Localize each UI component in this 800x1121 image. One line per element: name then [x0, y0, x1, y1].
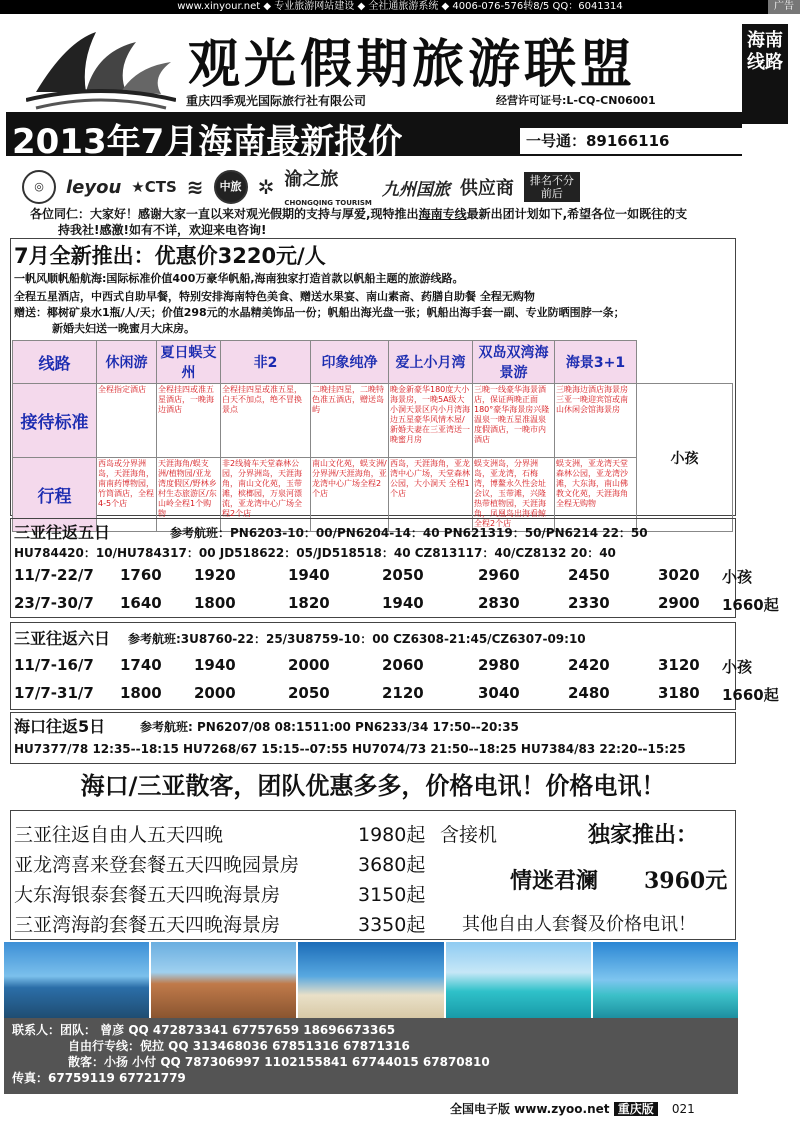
- price-cell: 2000: [288, 656, 330, 674]
- price-cell: 1640: [120, 594, 162, 612]
- headline-title: 2013年7月海南最新报价: [12, 122, 403, 162]
- promo-line-1: 一帆风顺帆船航海:国际标准价值400万豪华帆船,海南独家打造首款以帆船主题的旅游线路。: [14, 272, 464, 285]
- route-col-2: 夏日蜈支州: [157, 341, 221, 384]
- sanya-6day-price-row: [14, 684, 779, 705]
- license-number: 经营许可证号:L-CQ-CN06001: [496, 94, 656, 107]
- route-col-5: 爱上小月湾: [389, 341, 473, 384]
- reception-cell: 全程指定酒店: [97, 384, 157, 458]
- price-cell: 2420: [568, 656, 610, 674]
- top-bar: [0, 0, 800, 14]
- haikou-5day-title: 海口往返5日: [14, 717, 106, 736]
- hotline: 一号通：89166116: [526, 132, 670, 150]
- promo-line-4: 新婚夫妇送一晚蜜月大床房。: [52, 322, 195, 335]
- reception-cell: 全程挂四或准五星酒店，一晚海边酒店: [157, 384, 221, 458]
- kid-price: 小孩: [722, 658, 753, 676]
- route-header-spacer: [637, 341, 733, 384]
- footer-edition: 全国电子版 www.zyoo.net: [450, 1102, 610, 1116]
- contact-line-3: 散客：小扬 小付 QQ 787306997 1102155841 67744015 67870810: [68, 1055, 490, 1069]
- rock-photo: [151, 942, 296, 1018]
- kid-price: 1660起: [722, 686, 779, 704]
- price-cell: 1940: [382, 594, 424, 612]
- side-tab: 海南线路: [742, 24, 788, 124]
- sanya-5day-flight-2: HU784420：10/HU784317：00 JD518622：05/JD518518：40 CZ813117：40/CZ8132 20：40: [14, 546, 616, 560]
- itinerary-cell: 西岛或分界洲岛，天涯海角，南南药博物园，竹筒酒店，全程4-5个店: [97, 458, 157, 532]
- route-col-4: 印象纯净: [311, 341, 389, 384]
- price-cell: 3120: [658, 656, 700, 674]
- partner-logo-leyou: leyou: [66, 176, 122, 198]
- price-cell: 2060: [382, 656, 424, 674]
- partner-logos: [22, 166, 742, 208]
- itinerary-cell: 天涯海角/蜈支洲/植物园/亚龙湾度假区/野林乡村生态旅游区/东山岭全程1个购物: [157, 458, 221, 532]
- price-cell: 2050: [288, 684, 330, 702]
- footer: [450, 1100, 695, 1117]
- reception-cell: 二晚挂四星，二晚特色准五酒店，赠送岛屿: [311, 384, 389, 458]
- partner-logo-yuzhilv: [284, 165, 372, 209]
- kid-price: 1660起: [722, 596, 779, 614]
- price-cell: 1940: [288, 566, 330, 584]
- contacts-box: [4, 1018, 738, 1094]
- greeting-text-line2: 持我社!感激!如有不详，欢迎来电咨询!: [58, 223, 267, 237]
- greeting: [30, 206, 742, 238]
- reception-label: 接待标准: [13, 384, 97, 458]
- package-price: 3150起: [358, 884, 426, 906]
- route-table: [12, 340, 733, 532]
- price-cell: 3020: [658, 566, 700, 584]
- promo-title: 7月全新推出：优惠价3220元/人: [14, 244, 326, 268]
- haikou-flight-1: 参考航班: PN6207/08 08:1511:00 PN6233/34 17:50--20:35: [140, 720, 519, 734]
- route-col-3: 非2: [221, 341, 311, 384]
- partner-logo-zhonglv: 中旅: [214, 170, 248, 204]
- package-price: 1980起: [358, 824, 426, 846]
- water-villa-photo: [446, 942, 591, 1018]
- sanya-6day-flight-1: 参考航班:3U8760-22：25/3U8759-10：00 CZ6308-21:45/CZ6307-09:10: [128, 632, 586, 646]
- palm-beach-photo: [298, 942, 443, 1018]
- itinerary-cell: 蜈支洲，亚龙湾天堂森林公园，亚龙湾沙滩，大东海，南山佛教文化苑，天涯海角全程无购物: [555, 458, 637, 532]
- date-range: 11/7-22/7: [14, 566, 94, 584]
- route-col-7: 海景3+1: [555, 341, 637, 384]
- date-range: 17/7-31/7: [14, 684, 94, 702]
- price-cell: 2960: [478, 566, 520, 584]
- beach-photo: [4, 942, 149, 1018]
- sanya-5day-price-row: [14, 566, 752, 587]
- package-price: 3350起: [358, 914, 426, 936]
- price-cell: 2450: [568, 566, 610, 584]
- chongqing-tourism-label: CHONGQING TOURISM: [284, 199, 372, 207]
- special-price: 3960元: [644, 868, 728, 894]
- package-name: 大东海银泰套餐五天四晚海景房: [14, 884, 281, 906]
- price-cell: 2330: [568, 594, 610, 612]
- itinerary-cell: 南山文化苑，蜈支洲/分界洲/天涯海角，亚龙湾中心广场全程2个店: [311, 458, 389, 532]
- greeting-text-cont: 最新出团计划如下,希望各位一如既往的支: [466, 207, 688, 221]
- route-table-header: [13, 341, 733, 384]
- flower-icon: ✲: [257, 175, 275, 199]
- kid-label: 小孩: [637, 384, 733, 532]
- route-header-label: 线路: [13, 341, 97, 384]
- itinerary-cell: 西岛，天涯海角，亚龙湾中心广场，天堂森林公园，大小洞天 全程1个店: [389, 458, 473, 532]
- partner-logo-jiuzhou: 九州国旅: [381, 179, 450, 200]
- price-cell: 2980: [478, 656, 520, 674]
- special-name: 情迷君澜: [510, 868, 599, 894]
- brand-logo: [26, 22, 176, 112]
- price-cell: 2050: [382, 566, 424, 584]
- promo-line-3: 赠送：椰树矿泉水1瓶/人/天；价值298元的水晶精美饰品一份；帆船出海光盘一张；帆船出海手套一副、专业防晒围脖一条；: [14, 306, 625, 319]
- route-col-6: 双岛双湾海景游: [473, 341, 555, 384]
- haikou-flight-2: HU7377/78 12:35--18:15 HU7268/67 15:15--07:55 HU7074/73 21:50--18:25 HU7384/83 22:20--15:25: [14, 742, 686, 756]
- rank-badge: 排名不分前后: [524, 172, 580, 202]
- wave-icon: ≋: [186, 175, 204, 199]
- route-col-1: 休闲游: [97, 341, 157, 384]
- footer-city: 重庆版: [614, 1102, 658, 1116]
- other-packages-note: 其他自由人套餐及价格电讯！: [462, 914, 696, 935]
- sanya-5day-price-row: [14, 594, 779, 615]
- package-name: 三亚往返自由人五天四晚: [14, 824, 224, 846]
- partner-logo-cts: ★CTS: [131, 178, 177, 196]
- reception-cell: 三晚海边酒店海景房三亚一晚迎宾馆或南山休闲会馆海景房: [555, 384, 637, 458]
- price-cell: 2900: [658, 594, 700, 612]
- price-cell: 3180: [658, 684, 700, 702]
- itinerary-cell: 非2线骑车天堂森林公园，分界洲岛，天涯海角，南山文化苑，玉带滩，槟榔园，万泉河漂流，亚龙湾中心广场全程2个店: [221, 458, 311, 532]
- date-range: 11/7-16/7: [14, 656, 94, 674]
- price-cell: 2120: [382, 684, 424, 702]
- ad-label: 广告: [768, 0, 800, 14]
- reception-row: [13, 384, 733, 458]
- itinerary-cell: 蜈支洲岛，分界洲岛，亚龙湾，石梅湾，博鳌永久性会址会议，玉带滩，兴隆热带植物园，天涯海角，凤凰岛出海看鲸全程2个店: [473, 458, 555, 532]
- top-bar-text: www.xinyour.net ◆ 专业旅游网站建设 ◆ 全社通旅游系统 ◆ 4006-076-576转8/5 QQ：6041314: [177, 1, 623, 12]
- date-range: 23/7-30/7: [14, 594, 94, 612]
- reception-cell: 三晚一线豪华海景酒店，保证两晚正面180°豪华海景房兴隆温泉一晚五星准温泉度假酒店，一晚市内酒店: [473, 384, 555, 458]
- greeting-text: 各位同仁：大家好！感谢大家一直以来对观光假期的支持与厚爱,现特推出: [30, 207, 419, 221]
- price-cell: 1740: [120, 656, 162, 674]
- reception-cell: 全程挂四星或准五星，白天不加点，绝不冒换景点: [221, 384, 311, 458]
- price-cell: 2480: [568, 684, 610, 702]
- promo-banner: 海口/三亚散客，团队优惠多多，价格电讯！价格电讯！: [80, 772, 666, 800]
- promo-line-2: 全程五星酒店，中西式自助早餐，特别安排海南特色美食、赠送水果宴、南山素斋、药膳自助餐 全程无购物: [14, 290, 535, 303]
- brand-title: 观光假期旅游联盟: [188, 34, 637, 95]
- package-name: 三亚湾海韵套餐五天四晚海景房: [14, 914, 281, 936]
- kid-price: 小孩: [722, 568, 753, 586]
- sanya-5day-flight-1: 参考航班：PN6203-10：00/PN6204-14：40 PN621319：50/PN6214 22：50: [170, 526, 648, 540]
- sanya-6day-price-row: [14, 656, 752, 677]
- contact-line-2: 自由行专线：倪拉 QQ 313468036 67851316 67871316: [68, 1039, 410, 1053]
- price-cell: 1800: [194, 594, 236, 612]
- package-price: 3680起: [358, 854, 426, 876]
- contact-line-4: 传真：67759119 67721779: [12, 1071, 186, 1085]
- pickup-note: 含接机: [440, 824, 498, 846]
- price-cell: 1760: [120, 566, 162, 584]
- price-cell: 3040: [478, 684, 520, 702]
- reception-cell: 晚金新豪华180度大小海景房，一晚5A级大小洞天景区内小月湾海边五星豪华风情木屋/新婚夫妻在三亚湾送一晚蜜月房: [389, 384, 473, 458]
- company-name: 重庆四季观光国际旅行社有限公司: [186, 94, 367, 108]
- price-cell: 2830: [478, 594, 520, 612]
- price-cell: 2000: [194, 684, 236, 702]
- price-cell: 1940: [194, 656, 236, 674]
- price-cell: 1800: [120, 684, 162, 702]
- greeting-highlight: 海南专线: [418, 207, 467, 221]
- partner-logo-yuzhilv-label: 渝之旅: [284, 169, 339, 190]
- price-cell: 1920: [194, 566, 236, 584]
- partner-logo-cts-label: CTS: [144, 178, 177, 196]
- sanya-6day-title: 三亚往返六日: [14, 629, 111, 648]
- itinerary-label: 行程: [13, 458, 97, 532]
- price-cell: 1820: [288, 594, 330, 612]
- supplier-label: 供应商: [459, 178, 514, 199]
- resort-photo: [593, 942, 738, 1018]
- partner-emblem-icon: ◎: [22, 170, 56, 204]
- exclusive-label: 独家推出：: [588, 822, 699, 848]
- sanya-5day-title: 三亚往返五日: [14, 523, 111, 542]
- page-number: 021: [671, 1102, 695, 1116]
- contact-line-1: 联系人：团队： 曾彦 QQ 472873341 67757659 18696673365: [12, 1023, 396, 1037]
- photo-strip: [4, 942, 738, 1018]
- package-name: 亚龙湾喜来登套餐五天四晚园景房: [14, 854, 300, 876]
